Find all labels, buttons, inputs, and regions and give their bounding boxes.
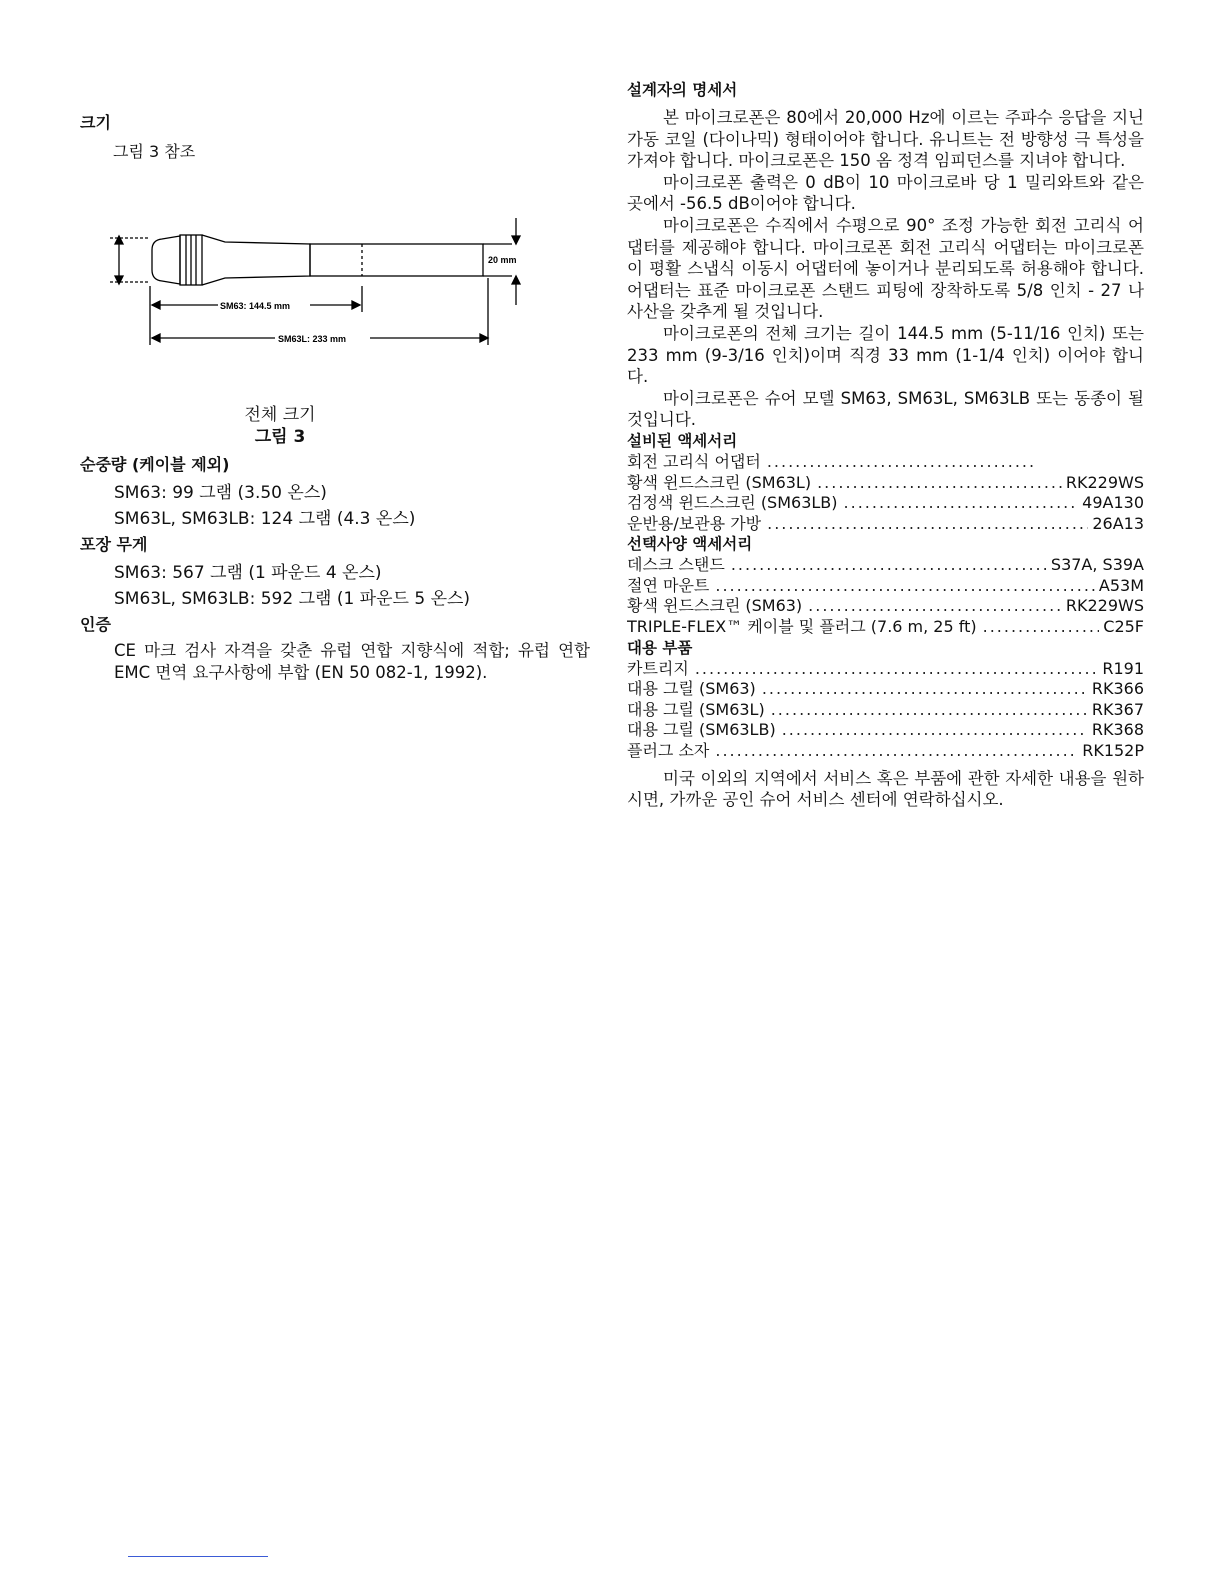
optional-accessories-heading: 선택사양 액세서리: [627, 535, 753, 554]
dot-leader: [767, 452, 1037, 473]
arrow-down-icon: [115, 276, 123, 284]
package-weight-item: SM63: 567 그램 (1 파운드 4 온스): [114, 563, 382, 583]
dot-leader: [817, 473, 1062, 494]
item-label: 회전 고리식 어댑터: [627, 451, 761, 471]
item-label: 대용 그릴 (SM63): [627, 679, 756, 699]
part-number: R191: [1102, 658, 1144, 678]
list-item: [627, 741, 1144, 762]
item-label: 검정색 윈드스크린 (SM63LB): [627, 493, 838, 513]
spec-paragraph: 마이크로폰은 수직에서 수평으로 90° 조정 가능한 회전 고리식 어댑터를 제공해야 합니다. 마이크로폰 회전 고리식 어댑터는 마이크로폰이 평활 스냅식 이동시 어댑터에 놓이거나 분리되도록 허용해야 합니다. 어댑터는 표준 마이크로폰 스탠드 피팅에 장착하도록 5/8 인치 - 27 나사산을 갖추게 될 것입니다.: [627, 215, 1144, 322]
part-number: 49A130: [1082, 493, 1144, 513]
dot-leader: [808, 596, 1062, 617]
dot-leader: [844, 493, 1079, 514]
dot-leader: [767, 514, 1088, 535]
list-item: [627, 700, 1144, 721]
part-number: RK152P: [1082, 741, 1144, 761]
figure-caption: [40, 404, 520, 448]
list-item: [627, 514, 1144, 535]
footer-divider: [128, 1556, 268, 1557]
spec-heading: 설계자의 명세서: [627, 81, 738, 99]
part-number: S37A, S39A: [1050, 555, 1144, 575]
arrow-right-icon: [352, 301, 360, 309]
service-contact-text: 미국 이외의 지역에서 서비스 혹은 부품에 관한 자세한 내용을 원하시면, 가까운 공인 슈어 서비스 센터에 연락하십시오.: [627, 768, 1144, 810]
left-column-lower: [80, 404, 590, 684]
figure-caption-title: 전체 크기: [244, 405, 316, 425]
item-label: 황색 윈드스크린 (SM63): [627, 596, 803, 616]
list-item: [627, 452, 1144, 473]
part-number: RK229WS: [1065, 472, 1144, 492]
sm63-length-label: SM63: 144.5 mm: [220, 301, 291, 311]
dot-leader: [762, 679, 1088, 700]
part-number: RK368: [1091, 720, 1144, 740]
arrow-down-icon: [512, 236, 520, 244]
item-label: 대용 그릴 (SM63LB): [627, 720, 776, 740]
spec-paragraph: 본 마이크로폰은 80에서 20,000 Hz에 이르는 주파수 응답을 지닌 가동 코일 (다이나믹) 형태이어야 합니다. 유니트는 전 방향성 극 특성을 가져야 합니다. 마이크로폰은 150 옴 정격 임피던스를 지녀야 합니다.: [627, 108, 1144, 171]
dot-leader: [715, 741, 1078, 762]
arrow-up-icon: [512, 276, 520, 284]
microphone-handle: [310, 244, 483, 276]
dot-leader: [731, 555, 1047, 576]
net-weight-item: SM63: 99 그램 (3.50 온스): [114, 483, 327, 503]
part-number: RK366: [1091, 679, 1144, 699]
part-number: 26A13: [1092, 513, 1144, 533]
microphone-taper: [202, 235, 310, 285]
spec-paragraph: 마이크로폰의 전체 크기는 길이 144.5 mm (5-11/16 인치) 또는 233 mm (9-3/16 인치)이며 직경 33 mm (1-1/4 인치) 이어야 합니다.: [627, 323, 1144, 387]
list-item: [627, 493, 1144, 514]
net-weight-heading: 순중량 (케이블 제외): [80, 455, 230, 474]
arrow-left-icon: [152, 301, 160, 309]
item-label: 대용 그릴 (SM63L): [627, 699, 765, 719]
arrow-up-icon: [115, 236, 123, 244]
item-label: 데스크 스탠드: [627, 555, 725, 575]
dot-leader: [771, 700, 1088, 721]
furnished-accessories-heading: 설비된 액세서리: [627, 431, 738, 450]
list-item: [627, 617, 1144, 638]
package-weight-item: SM63L, SM63LB: 592 그램 (1 파운드 5 온스): [114, 589, 471, 609]
left-column: [80, 112, 590, 164]
list-item: [627, 473, 1144, 494]
arrow-left-icon: [152, 334, 160, 342]
part-number: A53M: [1098, 575, 1144, 595]
part-number: C25F: [1103, 617, 1144, 637]
item-label: 절연 마운트: [627, 575, 710, 595]
figure-caption-number: 그림 3: [254, 427, 306, 447]
certification-text: CE 마크 검사 자격을 갖춘 유럽 연합 지향식에 적합; 유럽 연합 EMC 면역 요구사항에 부합 (EN 50 082-1, 1992).: [114, 641, 590, 682]
spec-paragraph: 마이크로폰 출력은 0 dB이 10 마이크로바 당 1 밀리와트와 같은 곳에서 -56.5 dB이어야 합니다.: [627, 172, 1144, 214]
list-item: [627, 720, 1144, 741]
item-label: 황색 윈드스크린 (SM63L): [627, 472, 812, 492]
list-item: [627, 659, 1144, 680]
part-number: RK229WS: [1065, 596, 1144, 616]
dot-leader: [695, 659, 1099, 680]
part-number: RK367: [1091, 699, 1144, 719]
size-reference: 그림 3 참조: [113, 142, 196, 161]
item-label: 운반용/보관용 가방: [627, 513, 762, 533]
diameter-label: 20 mm: [488, 255, 517, 265]
list-item: [627, 596, 1144, 617]
list-item: [627, 679, 1144, 700]
certification-heading: 인증: [80, 615, 111, 634]
right-column: [627, 80, 1144, 811]
dot-leader: [782, 720, 1088, 741]
list-item: [627, 555, 1144, 576]
size-heading: 크기: [80, 113, 111, 132]
item-label: 카트리지: [627, 658, 689, 678]
spec-paragraph: 마이크로폰은 슈어 모델 SM63, SM63L, SM63LB 또는 동종이 될 것입니다.: [627, 388, 1144, 430]
item-label: TRIPLE-FLEX™ 케이블 및 플러그 (7.6 m, 25 ft): [627, 617, 977, 637]
package-weight-heading: 포장 무게: [80, 535, 148, 554]
replacement-parts-heading: 대용 부품: [627, 638, 693, 657]
microphone-dimension-diagram: [100, 210, 560, 360]
arrow-right-icon: [480, 334, 488, 342]
dot-leader: [715, 576, 1095, 597]
dot-leader: [983, 617, 1100, 638]
list-item: [627, 576, 1144, 597]
sm63l-length-label: SM63L: 233 mm: [278, 334, 347, 344]
net-weight-item: SM63L, SM63LB: 124 그램 (4.3 온스): [114, 509, 416, 529]
item-label: 플러그 소자: [627, 741, 710, 761]
microphone-head: [152, 236, 180, 284]
